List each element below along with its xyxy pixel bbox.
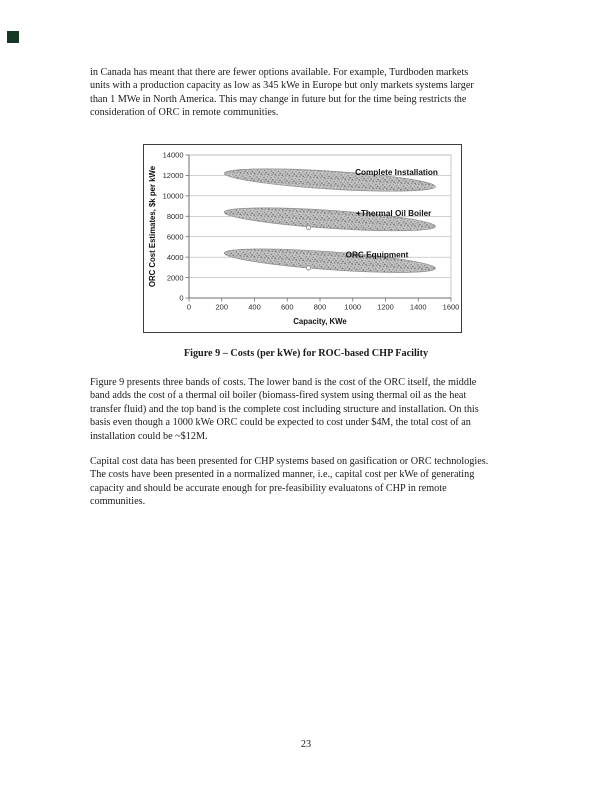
text-line: capacity and should be accurate enough for pre-feasibility evaluatons of CHP in remote [90, 482, 447, 494]
x-tick-label: 800 [313, 302, 327, 312]
text-line: Capital cost data has been presented for CHP systems based on gasification or ORC technologies. [90, 456, 489, 467]
y-tick-label: 6000 [166, 232, 184, 242]
x-tick-label: 200 [215, 302, 229, 312]
y-tick-label: 2000 [166, 273, 184, 283]
text-line: communities. [90, 496, 146, 508]
text-line: units with a production capacity as low as 345 kWe in Europe but only markets systems larger [90, 80, 474, 92]
text-line: consideration of ORC in remote communities. [90, 107, 279, 119]
cost-bands-chart [144, 145, 461, 332]
band-label: ORC Equipment [345, 250, 409, 260]
text-line: basis even though a 1000 kWe ORC could be expected to cost under $4M, the total cost of an [90, 417, 471, 429]
cost-band [224, 244, 437, 277]
y-tick-label: 10000 [162, 191, 184, 201]
band-label: Complete Installation [355, 167, 438, 177]
paragraph-intro [90, 66, 520, 120]
text-line: transfer fluid) and the top band is the complete cost including structure and installation. On this [90, 403, 479, 415]
y-tick-label: 12000 [162, 171, 184, 181]
y-tick-label: 14000 [162, 150, 184, 160]
paragraph-figure-discussion [90, 376, 520, 443]
x-tick-label: 400 [248, 302, 261, 312]
y-axis-title: ORC Cost Estimates, $k per kWe [148, 165, 157, 288]
x-tick-label: 1600 [442, 302, 460, 312]
x-tick-label: 1200 [377, 302, 394, 312]
figure-caption: Figure 9 – Costs (per kWe) for ROC-based CHP Facility [183, 348, 429, 359]
corner-marker-square [7, 31, 19, 43]
text-line: in Canada has meant that there are fewer options available. For example, Turdboden markets [90, 67, 469, 78]
paragraph-conclusion [90, 455, 520, 509]
data-point-circle [306, 225, 310, 229]
y-tick-label: 4000 [166, 252, 184, 262]
text-line: Figure 9 presents three bands of costs. The lower band is the cost of the ORC itself, the middle [90, 377, 477, 388]
x-tick-label: 0 [186, 302, 192, 312]
text-line: than 1 MWe in North America. This may change in future but for the time being restricts the [90, 93, 467, 105]
band-label: +Thermal Oil Boiler [356, 208, 432, 218]
text-line: The costs have been presented in a normalized manner, i.e., capital cost per kWe of generating [90, 469, 475, 481]
text-line: band adds the cost of a thermal oil boiler (biomass-fired system using thermal oil as the heat [90, 390, 467, 402]
x-axis-title: Capacity, KWe [293, 317, 347, 326]
data-point-circle [306, 266, 310, 270]
x-tick-label: 600 [280, 302, 294, 312]
text-line: installation could be ~$12M. [90, 430, 208, 442]
x-tick-label: 1400 [409, 302, 427, 312]
y-tick-label: 0 [179, 293, 184, 303]
y-tick-label: 8000 [166, 211, 184, 221]
x-tick-label: 1000 [344, 302, 362, 312]
figure-9-chart [143, 144, 462, 333]
page-number: 23 [300, 739, 312, 750]
